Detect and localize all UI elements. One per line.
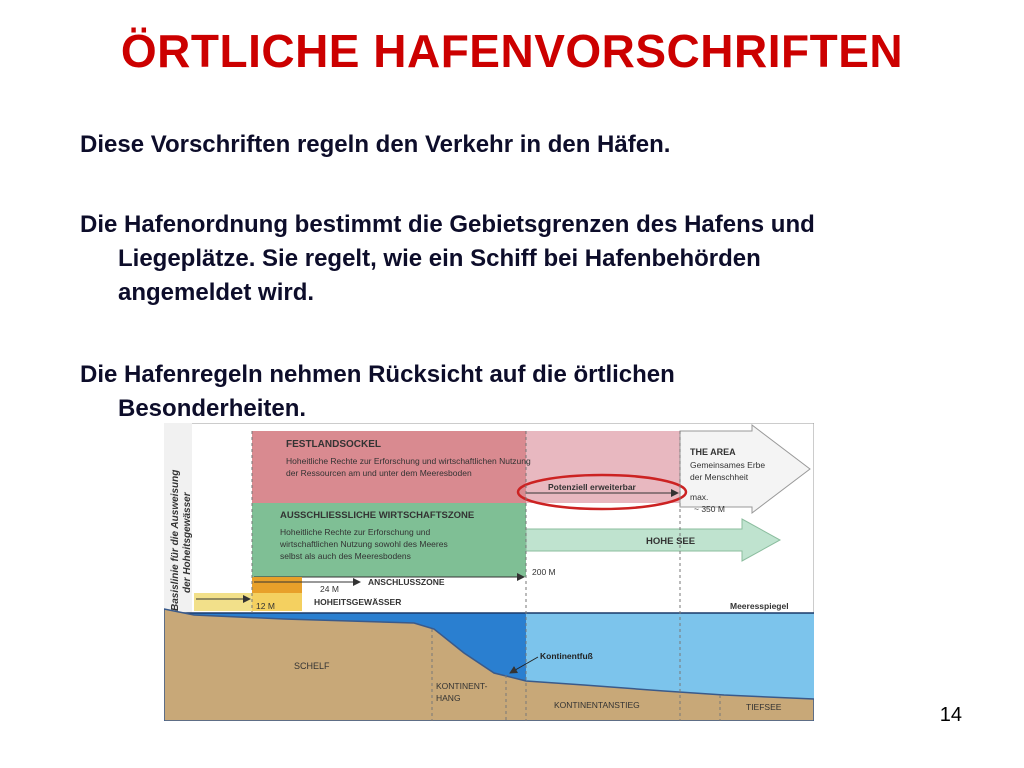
kontinentanstieg-label: KONTINENTANSTIEG	[554, 700, 640, 710]
awz-text-3: selbst als auch des Meeresbodens	[280, 551, 411, 561]
max-label-2: ~ 350 M	[694, 504, 725, 514]
kontinenthang-label-2: HANG	[436, 693, 461, 703]
schelf-label: SCHELF	[294, 661, 330, 671]
the-area-text-2: der Menschheit	[690, 472, 749, 482]
festlandsockel-extension-zone	[526, 431, 680, 503]
page-number: 14	[939, 704, 962, 726]
the-area-title: THE AREA	[690, 447, 736, 457]
paragraph-hafenordnung	[80, 208, 980, 310]
m24-label: 24 M	[320, 584, 339, 594]
baseline-label-1: Basislinie für die Ausweisung	[170, 469, 181, 611]
baseline-label-2: der Hoheitsgewässer	[182, 492, 193, 593]
awz-text-1: Hoheitliche Rechte zur Erforschung und	[280, 527, 431, 537]
m200-label: 200 M	[532, 567, 556, 577]
hoheitsgewaesser-label: HOHEITSGEWÄSSER	[314, 597, 402, 607]
awz-title: AUSSCHLIESSLICHE WIRTSCHAFTSZONE	[280, 510, 475, 521]
awz-text-2: wirtschaftlichen Nutzung sowohl des Meeres	[280, 539, 448, 549]
max-label-1: max.	[690, 492, 709, 502]
hohe-see-label: HOHE SEE	[646, 536, 696, 547]
meeresspiegel-label: Meeresspiegel	[730, 601, 789, 611]
m12-label: 12 M	[256, 601, 275, 611]
kontinenthang-label-1: KONTINENT-	[436, 681, 488, 691]
festlandsockel-title: FESTLANDSOCKEL	[286, 439, 381, 450]
tiefsee-label: TIEFSEE	[746, 702, 782, 712]
potenziell-label: Potenziell erweiterbar	[548, 482, 636, 492]
anschlusszone-label: ANSCHLUSSZONE	[368, 577, 445, 587]
paragraph-hafenregeln	[80, 358, 980, 426]
paragraph-traffic	[80, 128, 980, 162]
hoheitsgewaesser-zone	[194, 593, 252, 611]
the-area-text-1: Gemeinsames Erbe	[690, 460, 766, 470]
paragraph-hafenordnung-line2: Liegeplätze. Sie regelt, wie ein Schiff bei Hafenbehörden	[118, 245, 761, 272]
paragraph-hafenregeln-line2: Besonderheiten.	[118, 395, 307, 422]
maritime-zones-diagram	[164, 423, 814, 721]
festlandsockel-text-1: Hoheitliche Rechte zur Erforschung und wirtschaftlichen Nutzung	[286, 456, 531, 466]
paragraph-hafenregeln-line1: Die Hafenregeln nehmen Rücksicht auf die örtlichen	[80, 361, 675, 388]
paragraph-hafenordnung-line3: angemeldet wird.	[118, 279, 315, 306]
paragraph-traffic-text: Diese Vorschriften regeln den Verkehr in den Häfen.	[80, 131, 671, 158]
festlandsockel-text-2: der Ressourcen am und unter dem Meeresboden	[286, 468, 472, 478]
slide-title: ÖRTLICHE HAFENVORSCHRIFTEN	[120, 25, 904, 77]
paragraph-hafenordnung-line1: Die Hafenordnung bestimmt die Gebietsgrenzen des Hafens und	[80, 211, 815, 238]
kontinentfuss-label: Kontinentfuß	[540, 651, 593, 661]
anschlusszone-zone	[252, 577, 302, 593]
